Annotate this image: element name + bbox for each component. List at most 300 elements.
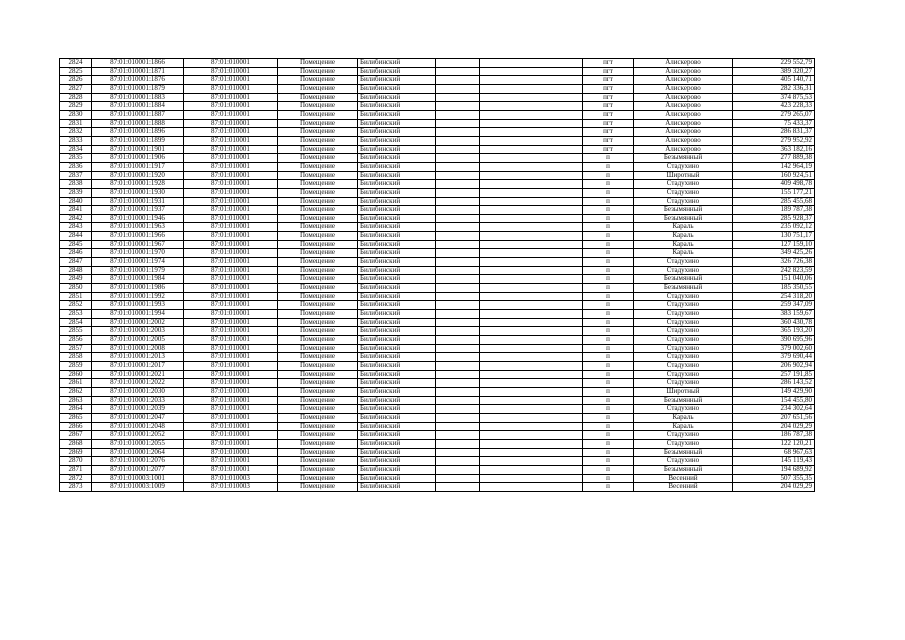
settlement-name-cell: Весенний	[634, 474, 733, 483]
blank-cell	[480, 405, 583, 414]
cadastral-value-cell: 204 029,29	[733, 483, 815, 492]
cadastral-number-cell: 87:01:010001:1979	[92, 266, 184, 275]
cadastral-number-cell: 87:01:010001:2013	[92, 353, 184, 362]
district-cell: Билибинский	[358, 361, 436, 370]
table-row	[60, 171, 815, 180]
object-type-cell: Помещение	[278, 292, 358, 301]
settlement-name-cell: Стадухино	[634, 370, 733, 379]
row-number-cell: 2872	[60, 474, 92, 483]
cadastral-value-cell: 507 355,35	[733, 474, 815, 483]
settlement-name-cell: Стадухино	[634, 266, 733, 275]
cadastral-quarter-cell: 87:01:010001	[184, 240, 278, 249]
object-type-cell: Помещение	[278, 128, 358, 137]
cadastral-value-cell: 149 429,90	[733, 387, 815, 396]
cadastral-number-cell: 87:01:010001:1992	[92, 292, 184, 301]
settlement-name-cell: Алискерово	[634, 59, 733, 68]
table-row	[60, 59, 815, 68]
settlement-name-cell: Безымянный	[634, 206, 733, 215]
row-number-cell: 2836	[60, 162, 92, 171]
blank-cell	[436, 258, 480, 267]
cadastral-number-cell: 87:01:010001:1876	[92, 76, 184, 85]
blank-cell	[480, 370, 583, 379]
settlement-name-cell: Безымянный	[634, 284, 733, 293]
cadastral-quarter-cell: 87:01:010001	[184, 318, 278, 327]
document-page	[59, 58, 815, 492]
row-number-cell: 2858	[60, 353, 92, 362]
blank-cell	[480, 188, 583, 197]
row-number-cell: 2834	[60, 145, 92, 154]
row-number-cell: 2861	[60, 379, 92, 388]
district-cell: Билибинский	[358, 292, 436, 301]
cadastral-quarter-cell: 87:01:010001	[184, 465, 278, 474]
settlement-type-cell: п	[583, 171, 634, 180]
blank-cell	[436, 275, 480, 284]
cadastral-quarter-cell: 87:01:010001	[184, 353, 278, 362]
table-row	[60, 240, 815, 249]
table-row	[60, 301, 815, 310]
cadastral-value-cell: 383 159,67	[733, 310, 815, 319]
object-type-cell: Помещение	[278, 154, 358, 163]
object-type-cell: Помещение	[278, 162, 358, 171]
blank-cell	[436, 483, 480, 492]
settlement-name-cell: Стадухино	[634, 361, 733, 370]
blank-cell	[436, 154, 480, 163]
district-cell: Билибинский	[358, 422, 436, 431]
table-row	[60, 145, 815, 154]
cadastral-number-cell: 87:01:010001:1928	[92, 180, 184, 189]
district-cell: Билибинский	[358, 448, 436, 457]
blank-cell	[436, 188, 480, 197]
cadastral-value-cell: 259 347,09	[733, 301, 815, 310]
cadastral-number-cell: 87:01:010001:2055	[92, 439, 184, 448]
cadastral-value-cell: 374 875,53	[733, 93, 815, 102]
object-type-cell: Помещение	[278, 67, 358, 76]
cadastral-quarter-cell: 87:01:010001	[184, 292, 278, 301]
table-row	[60, 422, 815, 431]
settlement-name-cell: Стадухино	[634, 318, 733, 327]
blank-cell	[480, 474, 583, 483]
table-row	[60, 474, 815, 483]
cadastral-number-cell: 87:01:010001:2052	[92, 431, 184, 440]
cadastral-value-cell: 127 159,10	[733, 240, 815, 249]
table-row	[60, 405, 815, 414]
table-row	[60, 154, 815, 163]
cadastral-number-cell: 87:01:010001:2030	[92, 387, 184, 396]
blank-cell	[436, 327, 480, 336]
settlement-name-cell: Караль	[634, 232, 733, 241]
cadastral-value-cell: 282 336,31	[733, 84, 815, 93]
settlement-type-cell: п	[583, 188, 634, 197]
district-cell: Билибинский	[358, 387, 436, 396]
cadastral-quarter-cell: 87:01:010001	[184, 301, 278, 310]
cadastral-value-cell: 130 751,17	[733, 232, 815, 241]
cadastral-quarter-cell: 87:01:010001	[184, 214, 278, 223]
district-cell: Билибинский	[358, 275, 436, 284]
cadastral-value-cell: 142 964,19	[733, 162, 815, 171]
district-cell: Билибинский	[358, 76, 436, 85]
object-type-cell: Помещение	[278, 396, 358, 405]
row-number-cell: 2853	[60, 310, 92, 319]
blank-cell	[436, 214, 480, 223]
blank-cell	[480, 240, 583, 249]
settlement-name-cell: Караль	[634, 249, 733, 258]
table-row	[60, 136, 815, 145]
row-number-cell: 2849	[60, 275, 92, 284]
blank-cell	[480, 197, 583, 206]
table-row	[60, 180, 815, 189]
table-row	[60, 84, 815, 93]
blank-cell	[436, 396, 480, 405]
blank-cell	[436, 119, 480, 128]
object-type-cell: Помещение	[278, 240, 358, 249]
cadastral-value-cell: 229 552,79	[733, 59, 815, 68]
row-number-cell: 2832	[60, 128, 92, 137]
district-cell: Билибинский	[358, 154, 436, 163]
cadastral-number-cell: 87:01:010001:1993	[92, 301, 184, 310]
blank-cell	[480, 67, 583, 76]
settlement-name-cell: Стадухино	[634, 405, 733, 414]
row-number-cell: 2848	[60, 266, 92, 275]
cadastral-number-cell: 87:01:010001:1970	[92, 249, 184, 258]
district-cell: Билибинский	[358, 465, 436, 474]
object-type-cell: Помещение	[278, 59, 358, 68]
row-number-cell: 2869	[60, 448, 92, 457]
settlement-type-cell: п	[583, 197, 634, 206]
cadastral-quarter-cell: 87:01:010001	[184, 396, 278, 405]
table-row	[60, 284, 815, 293]
blank-cell	[436, 93, 480, 102]
settlement-name-cell: Караль	[634, 413, 733, 422]
object-type-cell: Помещение	[278, 353, 358, 362]
table-row	[60, 396, 815, 405]
settlement-name-cell: Безымянный	[634, 214, 733, 223]
blank-cell	[480, 249, 583, 258]
settlement-type-cell: п	[583, 396, 634, 405]
cadastral-quarter-cell: 87:01:010001	[184, 258, 278, 267]
cadastral-number-cell: 87:01:010001:1967	[92, 240, 184, 249]
district-cell: Билибинский	[358, 67, 436, 76]
cadastral-quarter-cell: 87:01:010001	[184, 67, 278, 76]
district-cell: Билибинский	[358, 59, 436, 68]
row-number-cell: 2871	[60, 465, 92, 474]
settlement-name-cell: Безымянный	[634, 275, 733, 284]
settlement-type-cell: пгт	[583, 128, 634, 137]
district-cell: Билибинский	[358, 180, 436, 189]
settlement-name-cell: Алискерово	[634, 84, 733, 93]
table-row	[60, 336, 815, 345]
district-cell: Билибинский	[358, 370, 436, 379]
cadastral-quarter-cell: 87:01:010001	[184, 379, 278, 388]
cadastral-quarter-cell: 87:01:010003	[184, 483, 278, 492]
blank-cell	[480, 284, 583, 293]
district-cell: Билибинский	[358, 223, 436, 232]
table-row	[60, 223, 815, 232]
cadastral-number-cell: 87:01:010001:1906	[92, 154, 184, 163]
blank-cell	[436, 266, 480, 275]
settlement-type-cell: п	[583, 223, 634, 232]
cadastral-quarter-cell: 87:01:010001	[184, 310, 278, 319]
table-row	[60, 67, 815, 76]
settlement-type-cell: п	[583, 448, 634, 457]
cadastral-value-cell: 279 952,92	[733, 136, 815, 145]
district-cell: Билибинский	[358, 93, 436, 102]
settlement-name-cell: Стадухино	[634, 180, 733, 189]
cadastral-quarter-cell: 87:01:010001	[184, 59, 278, 68]
blank-cell	[480, 301, 583, 310]
settlement-name-cell: Стадухино	[634, 431, 733, 440]
cadastral-number-cell: 87:01:010003:1009	[92, 483, 184, 492]
cadastral-number-cell: 87:01:010001:2048	[92, 422, 184, 431]
blank-cell	[480, 93, 583, 102]
district-cell: Билибинский	[358, 439, 436, 448]
row-number-cell: 2841	[60, 206, 92, 215]
blank-cell	[436, 413, 480, 422]
district-cell: Билибинский	[358, 344, 436, 353]
settlement-name-cell: Алискерово	[634, 128, 733, 137]
settlement-name-cell: Стадухино	[634, 353, 733, 362]
blank-cell	[436, 110, 480, 119]
row-number-cell: 2833	[60, 136, 92, 145]
cadastral-value-cell: 277 889,38	[733, 154, 815, 163]
blank-cell	[436, 422, 480, 431]
row-number-cell: 2829	[60, 102, 92, 111]
cadastral-value-table	[59, 58, 815, 492]
cadastral-quarter-cell: 87:01:010001	[184, 448, 278, 457]
table-row	[60, 93, 815, 102]
blank-cell	[480, 379, 583, 388]
district-cell: Билибинский	[358, 162, 436, 171]
table-row	[60, 483, 815, 492]
settlement-type-cell: п	[583, 405, 634, 414]
blank-cell	[480, 310, 583, 319]
settlement-name-cell: Безымянный	[634, 465, 733, 474]
cadastral-value-cell: 155 177,21	[733, 188, 815, 197]
cadastral-value-cell: 365 193,20	[733, 327, 815, 336]
cadastral-number-cell: 87:01:010001:1866	[92, 59, 184, 68]
object-type-cell: Помещение	[278, 214, 358, 223]
cadastral-quarter-cell: 87:01:010001	[184, 162, 278, 171]
cadastral-value-cell: 286 143,52	[733, 379, 815, 388]
cadastral-value-cell: 160 924,51	[733, 171, 815, 180]
settlement-type-cell: пгт	[583, 76, 634, 85]
settlement-type-cell: п	[583, 214, 634, 223]
settlement-name-cell: Алискерово	[634, 119, 733, 128]
settlement-type-cell: п	[583, 422, 634, 431]
object-type-cell: Помещение	[278, 457, 358, 466]
blank-cell	[436, 353, 480, 362]
cadastral-value-cell: 145 119,43	[733, 457, 815, 466]
table-row	[60, 249, 815, 258]
row-number-cell: 2867	[60, 431, 92, 440]
object-type-cell: Помещение	[278, 232, 358, 241]
district-cell: Билибинский	[358, 474, 436, 483]
blank-cell	[436, 465, 480, 474]
object-type-cell: Помещение	[278, 379, 358, 388]
blank-cell	[436, 249, 480, 258]
district-cell: Билибинский	[358, 145, 436, 154]
blank-cell	[480, 413, 583, 422]
object-type-cell: Помещение	[278, 483, 358, 492]
row-number-cell: 2830	[60, 110, 92, 119]
object-type-cell: Помещение	[278, 284, 358, 293]
cadastral-value-cell: 286 831,37	[733, 128, 815, 137]
cadastral-quarter-cell: 87:01:010001	[184, 102, 278, 111]
blank-cell	[480, 266, 583, 275]
settlement-type-cell: п	[583, 327, 634, 336]
settlement-type-cell: п	[583, 162, 634, 171]
blank-cell	[436, 474, 480, 483]
object-type-cell: Помещение	[278, 266, 358, 275]
table-row	[60, 206, 815, 215]
cadastral-number-cell: 87:01:010001:2002	[92, 318, 184, 327]
object-type-cell: Помещение	[278, 93, 358, 102]
settlement-type-cell: п	[583, 275, 634, 284]
table-row	[60, 439, 815, 448]
cadastral-value-cell: 122 120,21	[733, 439, 815, 448]
district-cell: Билибинский	[358, 379, 436, 388]
cadastral-quarter-cell: 87:01:010001	[184, 431, 278, 440]
blank-cell	[480, 448, 583, 457]
blank-cell	[480, 206, 583, 215]
blank-cell	[480, 232, 583, 241]
blank-cell	[480, 465, 583, 474]
settlement-type-cell: п	[583, 292, 634, 301]
district-cell: Билибинский	[358, 171, 436, 180]
settlement-type-cell: п	[583, 310, 634, 319]
settlement-type-cell: пгт	[583, 93, 634, 102]
blank-cell	[480, 292, 583, 301]
cadastral-number-cell: 87:01:010001:2005	[92, 336, 184, 345]
cadastral-value-cell: 379 002,60	[733, 344, 815, 353]
blank-cell	[480, 483, 583, 492]
district-cell: Билибинский	[358, 336, 436, 345]
settlement-name-cell: Стадухино	[634, 197, 733, 206]
blank-cell	[436, 284, 480, 293]
cadastral-quarter-cell: 87:01:010001	[184, 206, 278, 215]
cadastral-number-cell: 87:01:010001:1887	[92, 110, 184, 119]
settlement-name-cell: Стадухино	[634, 344, 733, 353]
settlement-type-cell: п	[583, 431, 634, 440]
row-number-cell: 2862	[60, 387, 92, 396]
table-row	[60, 361, 815, 370]
object-type-cell: Помещение	[278, 180, 358, 189]
blank-cell	[480, 102, 583, 111]
blank-cell	[480, 431, 583, 440]
settlement-type-cell: п	[583, 474, 634, 483]
object-type-cell: Помещение	[278, 119, 358, 128]
settlement-name-cell: Широтный	[634, 171, 733, 180]
district-cell: Билибинский	[358, 413, 436, 422]
settlement-type-cell: пгт	[583, 59, 634, 68]
row-number-cell: 2850	[60, 284, 92, 293]
table-row	[60, 457, 815, 466]
cadastral-number-cell: 87:01:010001:2077	[92, 465, 184, 474]
table-row	[60, 188, 815, 197]
table-row	[60, 327, 815, 336]
table-row	[60, 344, 815, 353]
row-number-cell: 2852	[60, 301, 92, 310]
blank-cell	[436, 197, 480, 206]
row-number-cell: 2840	[60, 197, 92, 206]
cadastral-value-cell: 75 433,37	[733, 119, 815, 128]
table-row	[60, 214, 815, 223]
cadastral-number-cell: 87:01:010001:1986	[92, 284, 184, 293]
blank-cell	[436, 240, 480, 249]
cadastral-quarter-cell: 87:01:010001	[184, 275, 278, 284]
cadastral-value-cell: 189 787,38	[733, 206, 815, 215]
blank-cell	[436, 405, 480, 414]
cadastral-number-cell: 87:01:010001:1946	[92, 214, 184, 223]
settlement-type-cell: пгт	[583, 145, 634, 154]
cadastral-number-cell: 87:01:010001:1901	[92, 145, 184, 154]
settlement-name-cell: Алискерово	[634, 76, 733, 85]
blank-cell	[480, 457, 583, 466]
district-cell: Билибинский	[358, 232, 436, 241]
settlement-name-cell: Стадухино	[634, 336, 733, 345]
settlement-name-cell: Безымянный	[634, 396, 733, 405]
table-row	[60, 318, 815, 327]
settlement-name-cell: Алискерово	[634, 136, 733, 145]
cadastral-quarter-cell: 87:01:010001	[184, 197, 278, 206]
row-number-cell: 2859	[60, 361, 92, 370]
district-cell: Билибинский	[358, 396, 436, 405]
district-cell: Билибинский	[358, 119, 436, 128]
cadastral-quarter-cell: 87:01:010001	[184, 84, 278, 93]
cadastral-value-cell: 194 689,92	[733, 465, 815, 474]
cadastral-quarter-cell: 87:01:010001	[184, 413, 278, 422]
settlement-name-cell: Стадухино	[634, 310, 733, 319]
district-cell: Билибинский	[358, 110, 436, 119]
district-cell: Билибинский	[358, 353, 436, 362]
blank-cell	[480, 154, 583, 163]
settlement-type-cell: п	[583, 258, 634, 267]
row-number-cell: 2844	[60, 232, 92, 241]
blank-cell	[480, 387, 583, 396]
blank-cell	[436, 457, 480, 466]
settlement-name-cell: Стадухино	[634, 258, 733, 267]
cadastral-quarter-cell: 87:01:010001	[184, 180, 278, 189]
blank-cell	[436, 136, 480, 145]
cadastral-value-cell: 363 182,16	[733, 145, 815, 154]
cadastral-quarter-cell: 87:01:010001	[184, 145, 278, 154]
settlement-name-cell: Караль	[634, 422, 733, 431]
district-cell: Билибинский	[358, 84, 436, 93]
blank-cell	[436, 361, 480, 370]
row-number-cell: 2845	[60, 240, 92, 249]
row-number-cell: 2838	[60, 180, 92, 189]
cadastral-quarter-cell: 87:01:010001	[184, 249, 278, 258]
table-row	[60, 119, 815, 128]
object-type-cell: Помещение	[278, 336, 358, 345]
settlement-type-cell: п	[583, 457, 634, 466]
cadastral-value-cell: 154 455,80	[733, 396, 815, 405]
blank-cell	[436, 206, 480, 215]
blank-cell	[436, 232, 480, 241]
settlement-name-cell: Алискерово	[634, 110, 733, 119]
object-type-cell: Помещение	[278, 318, 358, 327]
cadastral-number-cell: 87:01:010001:1966	[92, 232, 184, 241]
blank-cell	[480, 353, 583, 362]
settlement-name-cell: Стадухино	[634, 379, 733, 388]
row-number-cell: 2839	[60, 188, 92, 197]
object-type-cell: Помещение	[278, 465, 358, 474]
settlement-name-cell: Стадухино	[634, 301, 733, 310]
settlement-type-cell: п	[583, 301, 634, 310]
cadastral-value-cell: 254 318,20	[733, 292, 815, 301]
row-number-cell: 2873	[60, 483, 92, 492]
row-number-cell: 2855	[60, 327, 92, 336]
district-cell: Билибинский	[358, 214, 436, 223]
